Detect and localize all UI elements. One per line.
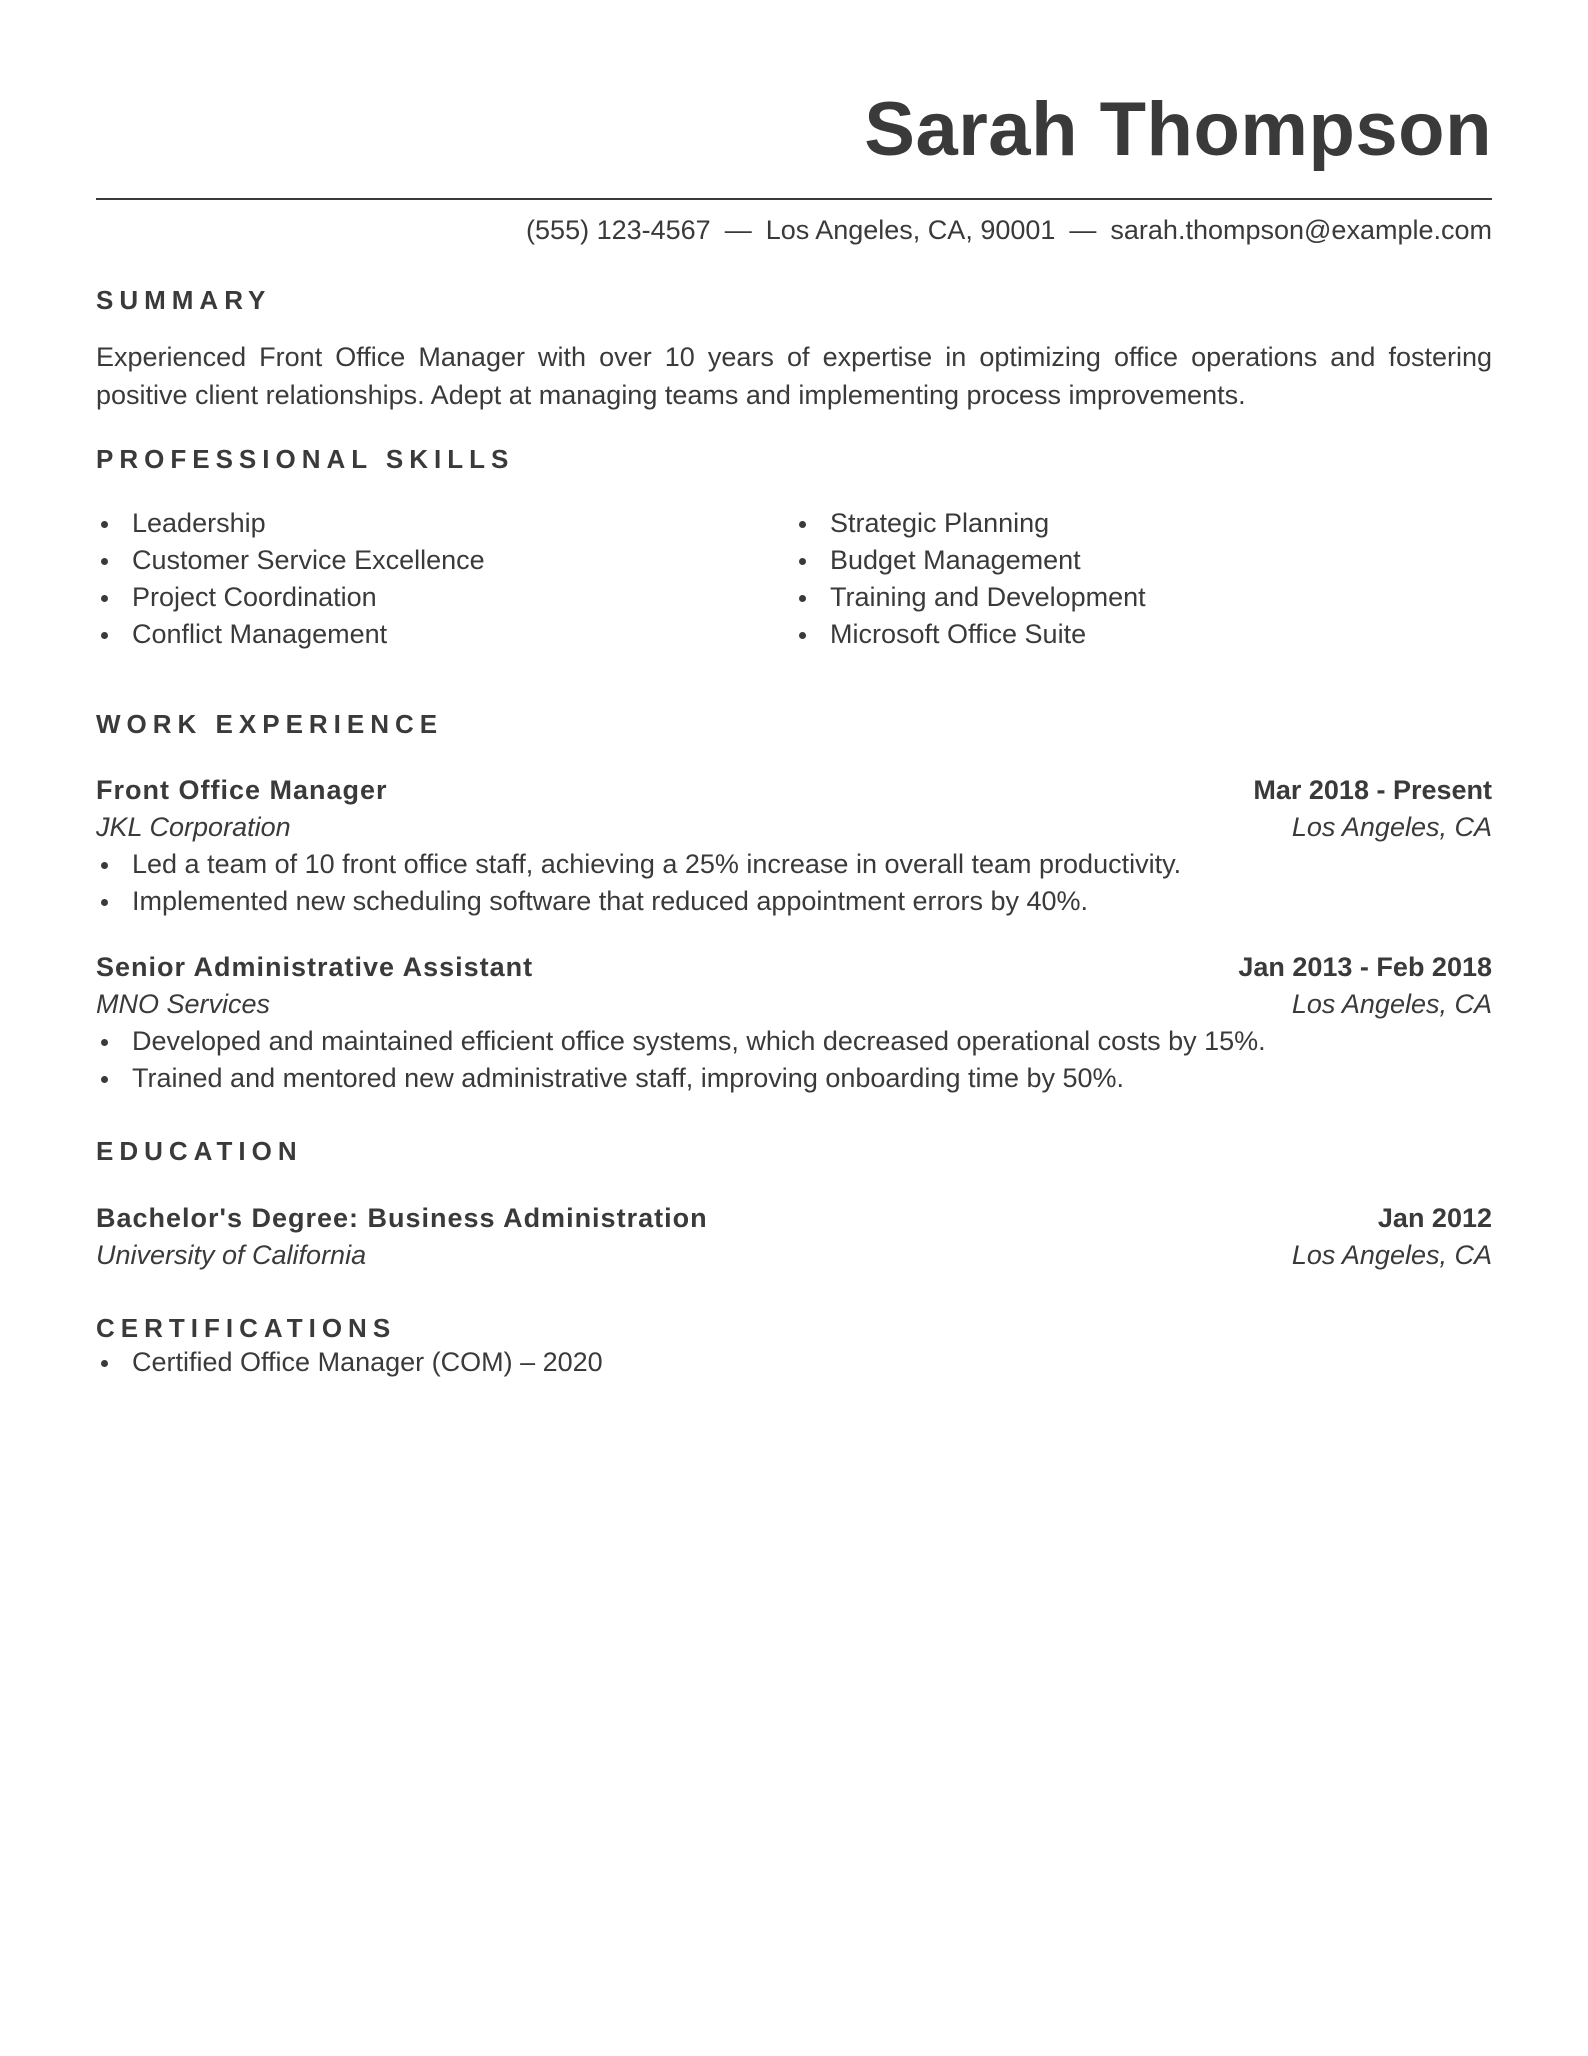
contact-separator: —	[1069, 215, 1097, 245]
certifications-list	[96, 1344, 1492, 1381]
summary-text: Experienced Front Office Manager with over 10 years of expertise in optimizing office operations and fostering positive client relationships. Adept at managing teams and implementing process improvements.	[96, 342, 1492, 411]
skills-list-right	[794, 505, 1492, 653]
skill-item: Customer Service Excellence	[96, 542, 794, 579]
resume-header	[96, 0, 1492, 248]
certification-item: Certified Office Manager (COM) – 2020	[96, 1344, 1492, 1381]
education-header-row	[96, 1200, 1492, 1237]
job-company-row	[96, 809, 1492, 846]
certifications-heading: CERTIFICATIONS	[96, 1313, 397, 1344]
achievement-item: Led a team of 10 front office staff, achieving a 25% increase in overall team productivity.	[96, 846, 1492, 883]
contact-separator: —	[724, 215, 752, 245]
education-entry	[96, 1200, 1492, 1274]
work-experience-heading: WORK EXPERIENCE	[96, 709, 444, 740]
job-location: Los Angeles, CA	[1291, 812, 1492, 843]
job-company-row	[96, 986, 1492, 1023]
achievement-item: Implemented new scheduling software that reduced appointment errors by 40%.	[96, 883, 1492, 920]
skill-item: Leadership	[96, 505, 794, 542]
graduation-date: Jan 2012	[1377, 1203, 1492, 1234]
job-company: JKL Corporation	[96, 812, 291, 843]
achievement-item: Trained and mentored new administrative staff, improving onboarding time by 50%.	[96, 1060, 1492, 1097]
skill-item: Budget Management	[794, 542, 1492, 579]
education-heading: EDUCATION	[96, 1136, 303, 1167]
contact-email: sarah.thompson@example.com	[1110, 215, 1492, 245]
skill-item: Project Coordination	[96, 579, 794, 616]
contact-location: Los Angeles, CA, 90001	[765, 215, 1056, 245]
job-company: MNO Services	[96, 989, 271, 1020]
skills-heading: PROFESSIONAL SKILLS	[96, 444, 515, 475]
job-title: Front Office Manager	[96, 775, 388, 806]
job-header-row	[96, 949, 1492, 986]
skills-column-left	[96, 505, 794, 653]
job-location: Los Angeles, CA	[1291, 989, 1492, 1020]
degree-title: Bachelor's Degree: Business Administration	[96, 1203, 708, 1234]
candidate-name: Sarah Thompson	[864, 87, 1492, 172]
job-achievements	[96, 1023, 1492, 1097]
skill-item: Strategic Planning	[794, 505, 1492, 542]
job-header-row	[96, 772, 1492, 809]
skill-item: Microsoft Office Suite	[794, 616, 1492, 653]
school-name: University of California	[96, 1240, 367, 1271]
header-divider	[96, 198, 1492, 200]
contact-phone: (555) 123-4567	[526, 215, 711, 245]
education-school-row	[96, 1237, 1492, 1274]
summary-heading: SUMMARY	[96, 285, 272, 316]
job-date: Jan 2013 - Feb 2018	[1238, 952, 1492, 983]
job-date: Mar 2018 - Present	[1253, 775, 1492, 806]
skill-item: Training and Development	[794, 579, 1492, 616]
skills-column-right	[794, 505, 1492, 653]
skill-item: Conflict Management	[96, 616, 794, 653]
job-entry	[96, 772, 1492, 920]
skills-grid	[96, 505, 1492, 653]
school-location: Los Angeles, CA	[1291, 1240, 1492, 1271]
contact-line	[96, 213, 1492, 248]
achievement-item: Developed and maintained efficient office systems, which decreased operational costs by 15%.	[96, 1023, 1492, 1060]
job-title: Senior Administrative Assistant	[96, 952, 534, 983]
job-achievements	[96, 846, 1492, 920]
job-entry	[96, 949, 1492, 1097]
skills-list-left	[96, 505, 794, 653]
